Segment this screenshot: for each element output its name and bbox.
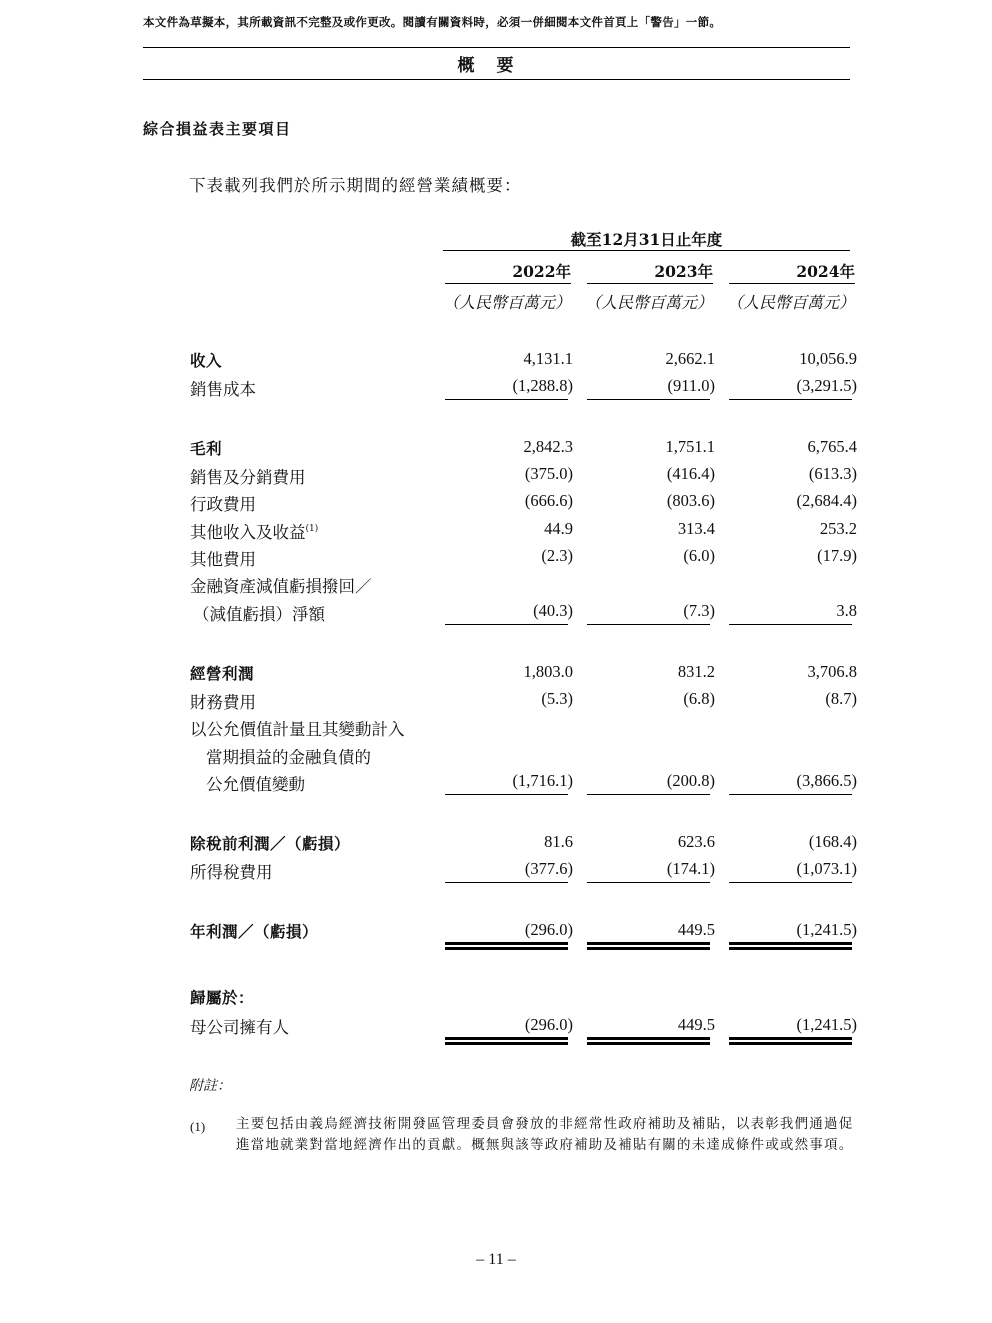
intro-paragraph: 下表載列我們於所示期間的經營業績概要： xyxy=(189,176,522,195)
cell-revenue-2022: 4,131.1 xyxy=(523,349,573,368)
row-label-impairment-line2: （減值虧損）淨額 xyxy=(193,605,325,624)
note-marker: (1) xyxy=(190,1119,206,1134)
draft-disclaimer: 本文件為草擬本，其所載資訊不完整及或作更改。閱讀有關資料時，必須一併細閱本文件首頁上「警告」一節。 xyxy=(143,15,722,29)
cell-other-expenses-2023: (6.0) xyxy=(683,546,715,565)
cell-cost-of-sales-2024: (3,291.5) xyxy=(796,376,857,395)
cell-fair-value-2023: (200.8) xyxy=(666,771,715,790)
cell-admin-expenses-2022: (666.6) xyxy=(524,491,573,510)
cell-income-tax-2024: (1,073.1) xyxy=(796,859,857,878)
row-label-admin-expenses: 行政費用 xyxy=(190,495,256,514)
subtotal-rule xyxy=(587,624,710,625)
year-rule xyxy=(587,283,713,284)
cell-finance-costs-2024: (8.7) xyxy=(825,689,857,708)
subtotal-rule xyxy=(445,882,568,883)
unit-label: （人民幣百萬元） xyxy=(585,293,714,312)
cell-income-tax-2023: (174.1) xyxy=(666,859,715,878)
cell-operating-profit-2024: 3,706.8 xyxy=(807,662,857,681)
cell-gross-profit-2022: 2,842.3 xyxy=(523,437,573,456)
cell-owners-2024: (1,241.5) xyxy=(796,1015,857,1034)
year-header-2022: 2022年 xyxy=(512,262,571,281)
subtotal-rule xyxy=(445,794,568,795)
total-double-rule xyxy=(729,942,852,950)
cell-admin-expenses-2024: (2,684.4) xyxy=(796,491,857,510)
subtotal-rule xyxy=(587,882,710,883)
cell-finance-costs-2023: (6.8) xyxy=(683,689,715,708)
header-rule-bottom xyxy=(143,79,850,80)
year-header-2024: 2024年 xyxy=(796,262,855,281)
cell-fair-value-2024: (3,866.5) xyxy=(796,771,857,790)
period-header: 截至12月31日止年度 xyxy=(570,230,723,249)
other-income-text: 其他收入及收益 xyxy=(190,523,306,542)
total-double-rule xyxy=(445,942,568,950)
row-label-cost-of-sales: 銷售成本 xyxy=(190,380,256,399)
total-double-rule xyxy=(587,1037,710,1045)
cell-profit-for-year-2022: (296.0) xyxy=(524,920,573,939)
footnote-marker: (1) xyxy=(305,524,319,534)
row-label-impairment: 金融資產減值虧損撥回／ xyxy=(190,577,372,596)
cell-selling-expenses-2023: (416.4) xyxy=(666,464,715,483)
cell-profit-before-tax-2023: 623.6 xyxy=(677,832,715,851)
cell-cost-of-sales-2023: (911.0) xyxy=(667,376,715,395)
cell-impairment-2024: 3.8 xyxy=(836,601,857,620)
cell-profit-for-year-2024: (1,241.5) xyxy=(796,920,857,939)
subtotal-rule xyxy=(587,794,710,795)
subtotal-rule xyxy=(729,399,852,400)
cell-finance-costs-2022: (5.3) xyxy=(541,689,573,708)
page-title: 概要 xyxy=(457,56,536,76)
year-rule xyxy=(729,283,855,284)
cell-gross-profit-2024: 6,765.4 xyxy=(807,437,857,456)
row-label-operating-profit: 經營利潤 xyxy=(190,665,255,683)
cell-other-expenses-2022: (2.3) xyxy=(541,546,573,565)
cell-impairment-2022: (40.3) xyxy=(533,601,573,620)
row-label-selling-expenses: 銷售及分銷費用 xyxy=(190,468,306,487)
subtotal-rule xyxy=(729,882,852,883)
subtotal-rule xyxy=(445,399,568,400)
unit-label: （人民幣百萬元） xyxy=(727,293,856,312)
year-header-2023: 2023年 xyxy=(654,262,713,281)
cell-owners-2022: (296.0) xyxy=(524,1015,573,1034)
cell-other-income-2024: 253.2 xyxy=(819,519,857,538)
row-label-revenue: 收入 xyxy=(190,352,223,370)
row-label-gross-profit: 毛利 xyxy=(190,440,223,458)
subtotal-rule xyxy=(445,624,568,625)
cell-profit-before-tax-2024: (168.4) xyxy=(808,832,857,851)
year-rule xyxy=(445,283,571,284)
cell-fair-value-2022: (1,716.1) xyxy=(512,771,573,790)
cell-profit-before-tax-2022: 81.6 xyxy=(544,832,573,851)
cell-profit-for-year-2023: 449.5 xyxy=(677,920,715,939)
row-label-fair-value-line2: 當期損益的金融負債的 xyxy=(206,748,371,767)
row-label-fair-value: 以公允價值計量且其變動計入 xyxy=(190,720,405,739)
total-double-rule xyxy=(445,1037,568,1045)
cell-other-income-2023: 313.4 xyxy=(677,519,715,538)
page-number: – 11 – xyxy=(476,1251,516,1268)
period-header-rule xyxy=(443,250,850,251)
row-label-fair-value-line3: 公允價值變動 xyxy=(206,775,305,794)
cell-other-income-2022: 44.9 xyxy=(544,519,573,538)
cell-income-tax-2022: (377.6) xyxy=(524,859,573,878)
cell-selling-expenses-2024: (613.3) xyxy=(808,464,857,483)
row-label-income-tax: 所得稅費用 xyxy=(190,863,273,882)
row-label-profit-for-year: 年利潤／（虧損） xyxy=(190,923,319,941)
cell-other-expenses-2024: (17.9) xyxy=(817,546,857,565)
notes-label: 附註： xyxy=(189,1078,231,1094)
row-label-other-income xyxy=(190,519,318,543)
row-label-finance-costs: 財務費用 xyxy=(190,693,256,712)
cell-selling-expenses-2022: (375.0) xyxy=(524,464,573,483)
row-label-owners-of-parent: 母公司擁有人 xyxy=(190,1018,289,1037)
cell-impairment-2023: (7.3) xyxy=(683,601,715,620)
cell-gross-profit-2023: 1,751.1 xyxy=(665,437,715,456)
cell-revenue-2024: 10,056.9 xyxy=(799,349,857,368)
cell-operating-profit-2023: 831.2 xyxy=(677,662,715,681)
section-heading: 綜合損益表主要項目 xyxy=(143,120,292,138)
subtotal-rule xyxy=(729,624,852,625)
header-rule-top xyxy=(143,47,850,48)
unit-label: （人民幣百萬元） xyxy=(443,293,572,312)
subtotal-rule xyxy=(587,399,710,400)
cell-owners-2023: 449.5 xyxy=(677,1015,715,1034)
row-label-profit-before-tax: 除稅前利潤／（虧損） xyxy=(190,835,351,853)
row-label-other-expenses: 其他費用 xyxy=(190,550,256,569)
total-double-rule xyxy=(587,942,710,950)
total-double-rule xyxy=(729,1037,852,1045)
note-text: 主要包括由義烏經濟技術開發區管理委員會發放的非經常性政府補助及補貼，以表彰我們通過促進當地就業對當地經濟作出的貢獻。概無與該等政府補助及補貼有關的未達成條件或或然事項。 xyxy=(236,1116,854,1153)
cell-cost-of-sales-2022: (1,288.8) xyxy=(512,376,573,395)
cell-revenue-2023: 2,662.1 xyxy=(665,349,715,368)
row-label-attributable-to: 歸屬於： xyxy=(190,989,255,1007)
subtotal-rule xyxy=(729,794,852,795)
cell-admin-expenses-2023: (803.6) xyxy=(666,491,715,510)
cell-operating-profit-2022: 1,803.0 xyxy=(523,662,573,681)
